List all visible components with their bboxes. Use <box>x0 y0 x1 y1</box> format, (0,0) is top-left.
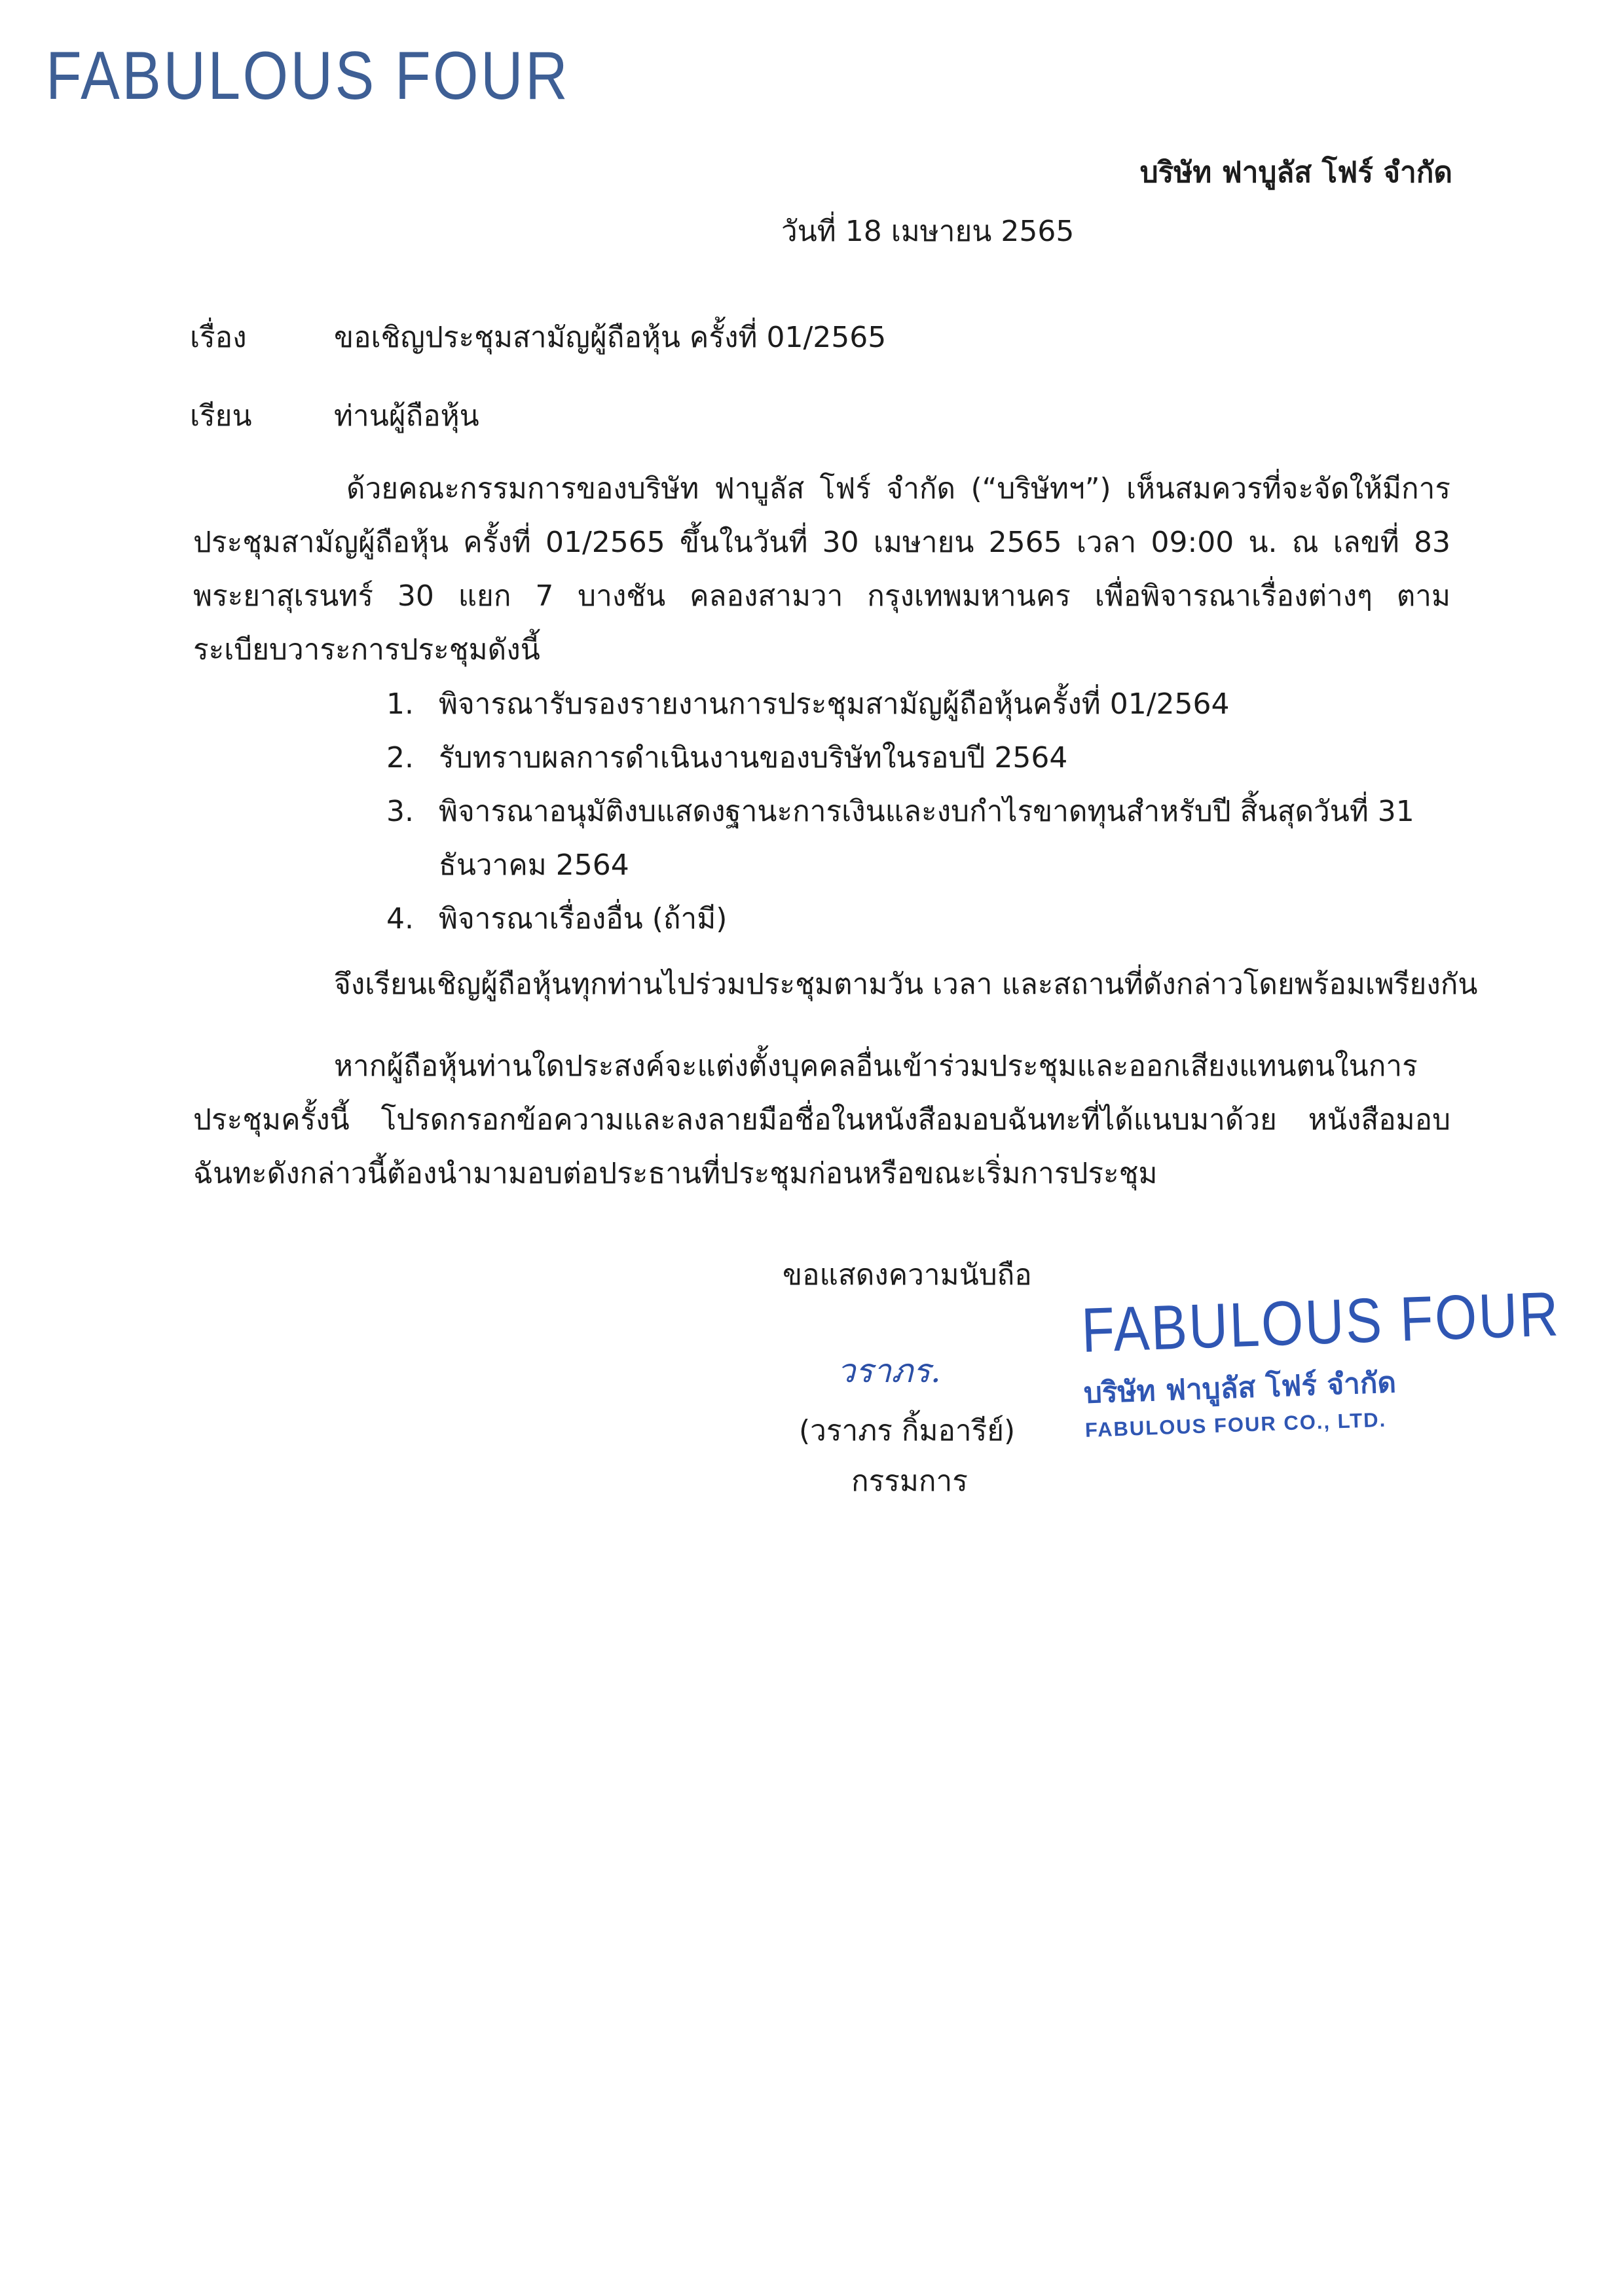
stamp-logo: FABULOUS FOUR <box>1080 1279 1561 1366</box>
signer-position: กรรมการ <box>851 1465 968 1498</box>
agenda-text: พิจารณาเรื่องอื่น (ถ้ามี) <box>439 902 728 936</box>
agenda-item <box>386 678 1454 731</box>
proxy-paragraph: หากผู้ถือหุ้นท่านใดประสงค์จะแต่งตั้งบุคคลอื่นเข้าร่วมประชุมและออกเสียงแทนตนในการประชุมครั้งนี้ โปรดกรอกข้อความและลงลายมือชื่อในหนังสือมอบฉันทะที่ได้แนบมาด้วย หนังสือมอบฉันทะดังกล่าวนี้ต้องนำมามอบต่อประธานที่ประชุมก่อนหรือขณะเริ่มการประชุม <box>193 1049 1450 1190</box>
agenda-text: พิจารณารับรองรายงานการประชุมสามัญผู้ถือหุ้นครั้งที่ 01/2564 <box>439 687 1230 721</box>
handwritten-signature: วราภร. <box>837 1352 941 1390</box>
recipient-label: เรียน <box>190 399 252 433</box>
stamp-thai-name: บริษัท ฟาบูลัส โฟร์ จำกัด <box>1083 1366 1397 1410</box>
agenda-item <box>386 731 1454 785</box>
agenda-item <box>386 892 1454 946</box>
agenda-list <box>386 678 1454 946</box>
letter-date: วันที่ 18 เมษายน 2565 <box>781 215 1075 248</box>
company-logo: FABULOUS FOUR <box>46 38 570 114</box>
closing-text: ขอแสดงความนับถือ <box>783 1258 1032 1292</box>
signer-name: (วราภร กิ้มอารีย์) <box>799 1414 1016 1448</box>
agenda-number: 2. <box>386 741 414 774</box>
invitation-paragraph: จึงเรียนเชิญผู้ถือหุ้นทุกท่านไปร่วมประชุมตามวัน เวลา และสถานที่ดังกล่าวโดยพร้อมเพรียงกัน <box>334 968 1478 1001</box>
company-name-header: บริษัท ฟาบูลัส โฟร์ จำกัด <box>1139 156 1452 189</box>
recipient-value: ท่านผู้ถือหุ้น <box>334 399 479 433</box>
agenda-number: 4. <box>386 902 414 936</box>
agenda-number: 3. <box>386 795 414 828</box>
subject-value: ขอเชิญประชุมสามัญผู้ถือหุ้น ครั้งที่ 01/2565 <box>334 321 887 354</box>
company-stamp <box>1080 1280 1624 1442</box>
agenda-item <box>386 785 1454 892</box>
agenda-text: รับทราบผลการดำเนินงานของบริษัทในรอบปี 2564 <box>439 741 1068 774</box>
stamp-english-name: FABULOUS FOUR CO., LTD. <box>1084 1408 1387 1442</box>
intro-paragraph: ด้วยคณะกรรมการของบริษัท ฟาบูลัส โฟร์ จำกัด (“บริษัทฯ”) เห็นสมควรที่จะจัดให้มีการประชุมสามัญผู้ถือหุ้น ครั้งที่ 01/2565 ขึ้นในวันที่ 30 เมษายน 2565 เวลา 09:00 น. ณ เลขที่ 83 พระยาสุเรนทร์ 30 แยก 7 บางชัน คลองสามวา กรุงเทพมหานคร เพื่อพิจารณาเรื่องต่างๆ ตามระเบียบวาระการประชุมดังนี้ <box>193 472 1450 666</box>
agenda-text: พิจารณาอนุมัติงบแสดงฐานะการเงินและงบกำไรขาดทุนสำหรับปี สิ้นสุดวันที่ 31 ธันวาคม 2564 <box>439 795 1414 882</box>
agenda-number: 1. <box>386 687 414 721</box>
subject-label: เรื่อง <box>190 321 247 354</box>
